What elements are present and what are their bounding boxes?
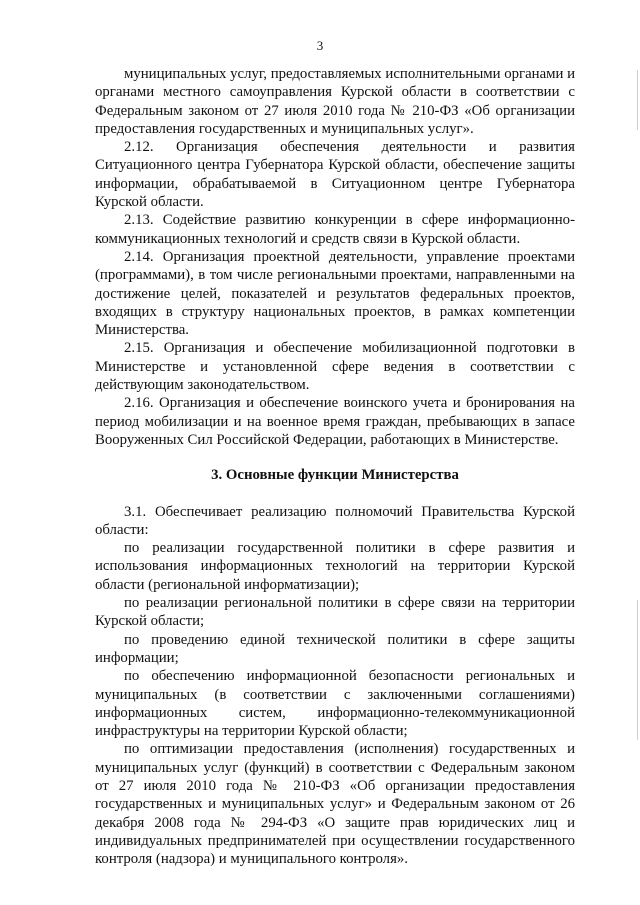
paragraph xyxy=(95,248,575,339)
paragraphs-before-section xyxy=(95,65,575,449)
text-line: области (региональной информатизации); xyxy=(95,576,360,593)
page-number: 3 xyxy=(316,38,324,53)
text-line: действующим законодательством. xyxy=(95,377,310,394)
text-line: входящих в структуру национальных проектов, в рамках компетенции xyxy=(95,303,575,320)
text-line: 2.15. Организация и обеспечение мобилизационной подготовки в xyxy=(124,340,575,357)
text-line: достижение целей, показателей и результатов федеральных проектов, xyxy=(95,285,575,302)
paragraph xyxy=(95,667,575,740)
text-line: (программами), в том числе региональными проектами, направленными на xyxy=(95,267,575,284)
text-line: информации, обрабатываемой в Ситуационном центре Губернатора xyxy=(95,175,575,192)
text-line: 2.13. Содействие развитию конкуренции в сфере информационно- xyxy=(124,212,575,229)
paragraph xyxy=(95,211,575,248)
text-line: муниципальных услуг, предоставляемых исполнительными органами и xyxy=(124,66,576,82)
text-line: Ситуационного центра Губернатора Курской области, обеспечение защиты xyxy=(95,157,575,174)
text-line: муниципальных услуг (функций) в соответствии с Федеральным законом xyxy=(95,759,575,776)
text-line: инфраструктуры на территории Курской области; xyxy=(95,723,408,740)
text-line: индивидуальных предпринимателей при осуществлении государственного xyxy=(95,832,575,849)
paragraph xyxy=(95,503,575,540)
paragraph xyxy=(95,138,575,211)
text-line: Федеральным законом от 27 июля 2010 года № 210-ФЗ «Об организации xyxy=(95,102,575,119)
paragraphs-after-section xyxy=(95,503,575,869)
paragraph xyxy=(95,594,575,631)
text-line: 3.1. Обеспечивает реализацию полномочий Правительства Курской xyxy=(124,503,575,520)
text-line: Вооруженных Сил Российской Федерации, работающих в Министерстве. xyxy=(95,431,559,448)
paragraph xyxy=(95,65,575,138)
text-line: области: xyxy=(95,521,149,538)
paragraph xyxy=(95,339,575,394)
text-line: Курской области. xyxy=(95,194,204,211)
text-line: коммуникационных технологий и средств связи в Курской области. xyxy=(95,230,521,247)
text-line: по обеспечению информационной безопасности региональных и xyxy=(124,668,575,685)
text-line: по оптимизации предоставления (исполнения) государственных и xyxy=(124,741,575,758)
text-line: контроля (надзора) и муниципального контроля». xyxy=(95,851,408,868)
text-line: органами местного самоуправления Курской области в соответствии с xyxy=(95,84,575,101)
section-title: 3. Основные функции Министерства xyxy=(211,467,459,484)
text-line: декабря 2008 года № 294-ФЗ «О защите прав юридических лиц и xyxy=(95,814,575,831)
scan-edge-mark xyxy=(637,70,638,130)
text-line: 2.16. Организация и обеспечение воинского учета и бронирования на xyxy=(124,395,575,412)
text-line: Министерства. xyxy=(95,322,190,339)
paragraph xyxy=(95,394,575,449)
paragraph xyxy=(95,740,575,868)
text-line: муниципальных (в соответствии с заключенными соглашениями) xyxy=(95,686,575,703)
text-line: информационных систем, информационно-телекоммуникационной xyxy=(95,704,575,721)
text-line: Курской области; xyxy=(95,613,205,630)
text-line: использования информационных технологий на территории Курской xyxy=(95,558,575,575)
scan-edge-mark xyxy=(637,600,638,740)
text-line: государственных и муниципальных услуг» и Федеральным законом от 26 xyxy=(95,796,575,813)
text-line: 2.12. Организация обеспечения деятельности и развития xyxy=(124,139,575,156)
text-line: по реализации государственной политики в сфере развития и xyxy=(124,540,575,557)
text-line: предоставления государственных и муниципальных услуг». xyxy=(95,120,474,137)
text-line: 2.14. Организация проектной деятельности, управление проектами xyxy=(124,248,575,265)
text-line: Министерстве и установленной сфере ведения в соответствии с xyxy=(95,358,575,375)
document-body xyxy=(95,65,575,868)
text-line: от 27 июля 2010 года № 210-ФЗ «Об организации предоставления xyxy=(95,777,575,794)
text-line: информации; xyxy=(95,649,179,666)
text-line: по реализации региональной политики в сфере связи на территории xyxy=(124,595,575,612)
text-line: период мобилизации и на военное время граждан, пребывающих в запасе xyxy=(95,413,575,430)
paragraph xyxy=(95,631,575,668)
text-line: по проведению единой технической политики в сфере защиты xyxy=(124,631,575,648)
paragraph xyxy=(95,539,575,594)
